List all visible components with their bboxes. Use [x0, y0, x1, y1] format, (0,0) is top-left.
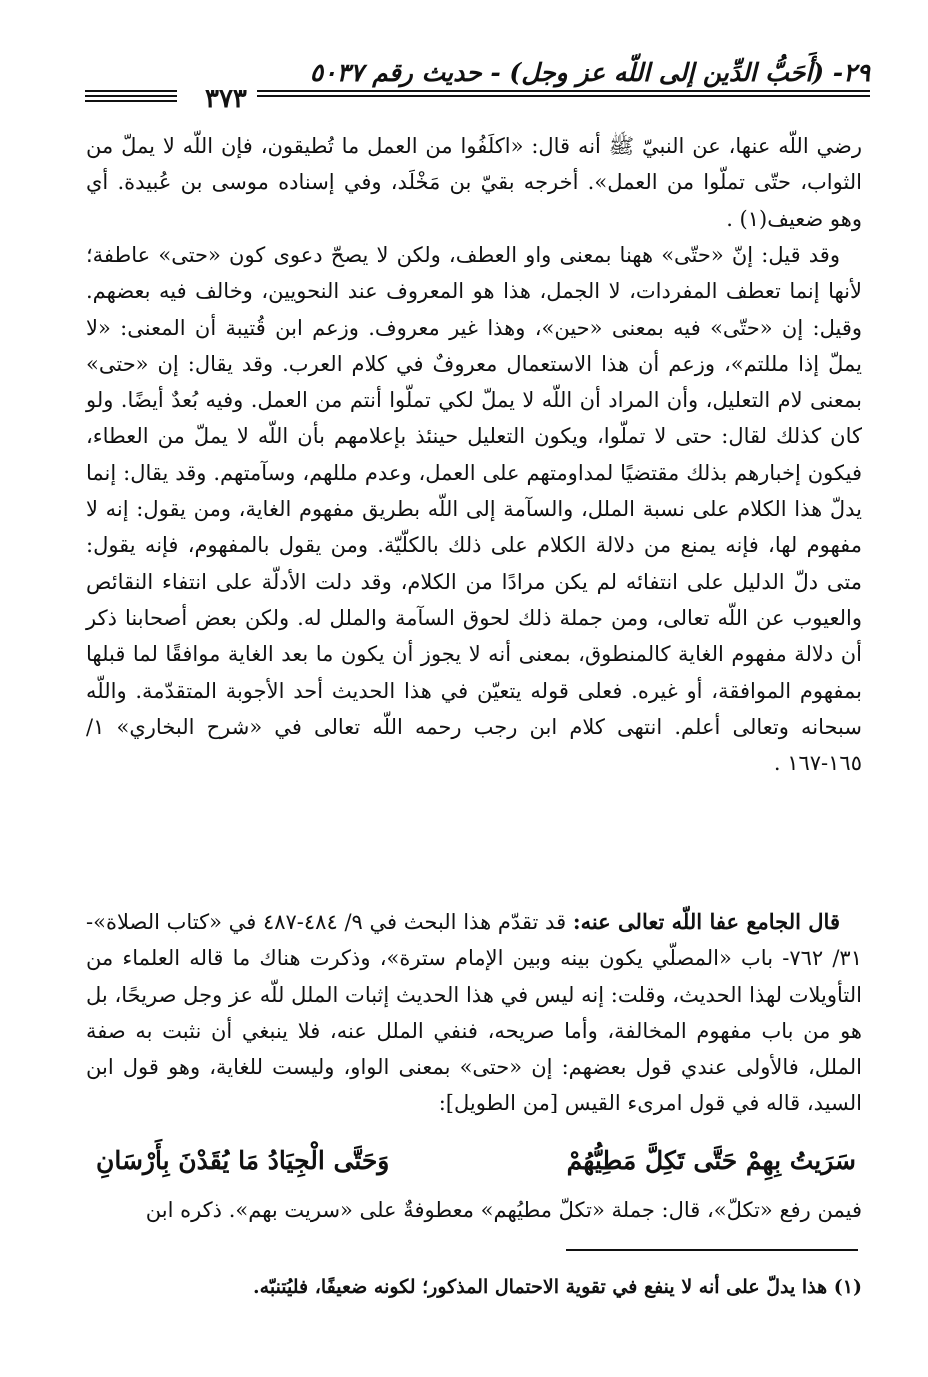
compiler-remark-lead: قال الجامع عفا اللّه تعالى عنه:: [572, 909, 840, 934]
page-number-rule: [85, 100, 177, 102]
header-rule: [242, 95, 870, 97]
poetry-verse: [96, 1146, 856, 1175]
page-number-rule: [85, 90, 177, 92]
footnote-separator: [566, 1249, 858, 1251]
paragraph-1: رضي اللّه عنها، عن النبيّ ﷺ أنه قال: «اكلَفُوا من العمل ما تُطيقون، فإن اللّه لا يملّ من الثواب، حتّى تملّوا من العمل». أخرجه بقيّ بن مَخْلَد، وفي إسناده موسى بن عُبيدة. أي وهو ضعيف(١) .: [86, 134, 862, 231]
page-number-rule: [85, 95, 177, 97]
paragraph-3: [86, 904, 862, 1122]
page-number: ٣٧٣: [195, 84, 257, 114]
paragraph-2: وقد قيل: إنّ «حتّى» ههنا بمعنى واو العطف، ولكن لا يصحّ دعوى كون «حتى» عاطفة؛ لأنها إنما تعطف المفردات، لا الجمل، هذا هو المعروف عند النحويين، وخالف فيه بعضهم. وقيل: إن «حتّى» فيه بمعنى «حين»، وهذا غير معروف. وزعم ابن قُتيبة أن المعنى: «لا يملّ إذا مللتم»، وزعم أن هذا الاستعمال معروفٌ في كلام العرب. وقد يقال: إن «حتى» بمعنى لام التعليل، وأن المراد أن اللّه لا يملّ لكي تملّوا أنتم من العمل. وفيه بُعدٌ أيضًا. ولو كان كذلك لقال: حتى لا تملّوا، ويكون التعليل حينئذ بإعلامهم بأن اللّه لا يملّ من العطاء، فيكون إخبارهم بذلك مقتضيًا لمداومتهم على العمل، وعدم مللهم، وسآمتهم. وقد يقال: إنما يدلّ هذا الكلام على نسبة الملل، والسآمة إلى اللّه بطريق مفهوم الغاية، ومن يقول: إنه لا مفهوم لها، فإنه يمنع من دلالة الكلام على ذلك بالكلّيّة. ومن يقول بالمفهوم، فإنه يقول: متى دلّ الدليل على انتفائه لم يكن مرادًا من الكلام، وقد دلت الأدلّة على انتفاء النقائص والعيوب عن اللّه تعالى، ومن جملة ذلك لحوق السآمة والملل له. ولكن بعض أصحابنا ذكر أن دلالة مفهوم الغاية كالمنطوق، بمعنى أنه لا يجوز أن يكون ما بعد الغاية موافقًا لما قبلها بمفهوم الموافقة، أو غيره. فعلى قوله يتعيّن في هذا الحديث أحد الأجوبة المتقدّمة. واللّه سبحانه وتعالى أعلم. انتهى كلام ابن رجب رحمه اللّه تعالى في «شرح البخاري» ١/ ١٦٥-١٦٧ .: [86, 243, 862, 776]
header-rule: [242, 90, 870, 92]
running-header: [85, 48, 870, 114]
header-title: ٢٩- (أَحَبُّ الدِّين إلى اللّه عز وجل) - حديث رقم ٥٠٣٧: [309, 58, 870, 87]
paragraph-4: فيمن رفع «تكلّ»، قال: جملة «تكلّ مطيُهم» معطوفةٌ على «سريت بهم». ذكره ابن: [145, 1198, 862, 1222]
verse-first-hemistich: سَرَيتُ بِهِمْ حَتَّى تَكِلَّ مَطِيُّهُمْ: [566, 1146, 856, 1175]
verse-second-hemistich: وَحَتَّى الْجِيَادُ مَا يُقَدْنَ بِأَرْسَانِ: [96, 1146, 390, 1175]
compiler-remark-text: قد تقدّم هذا البحث في ٩/ ٤٨٤-٤٨٧ في «كتاب الصلاة»- ٣١/ ٧٦٢- باب «المصلّي يكون بينه وبين الإمام سترة»، وذكرت هناك ما قاله العلماء من التأويلات لهذا الحديث، وقلت: إنه ليس في هذا الحديث إثبات الملل للّه عز وجل صريحًا، بل هو من باب مفهوم المخالفة، وأما صريحه، فنفي الملل عنه، فلا ينبغي أن نثبت به صفة الملل، فالأولى عندي قول بعضهم: إن «حتى» بمعنى الواو، وليست للغاية، وهو قول ابن السيد، قاله في قول امرىء القيس [من الطويل]:: [86, 910, 862, 1116]
footnote-1: (١) هذا يدلّ على أنه لا ينفع في تقوية الاحتمال المذكور؛ لكونه ضعيفًا، فليُتنبّه.: [253, 1276, 862, 1298]
